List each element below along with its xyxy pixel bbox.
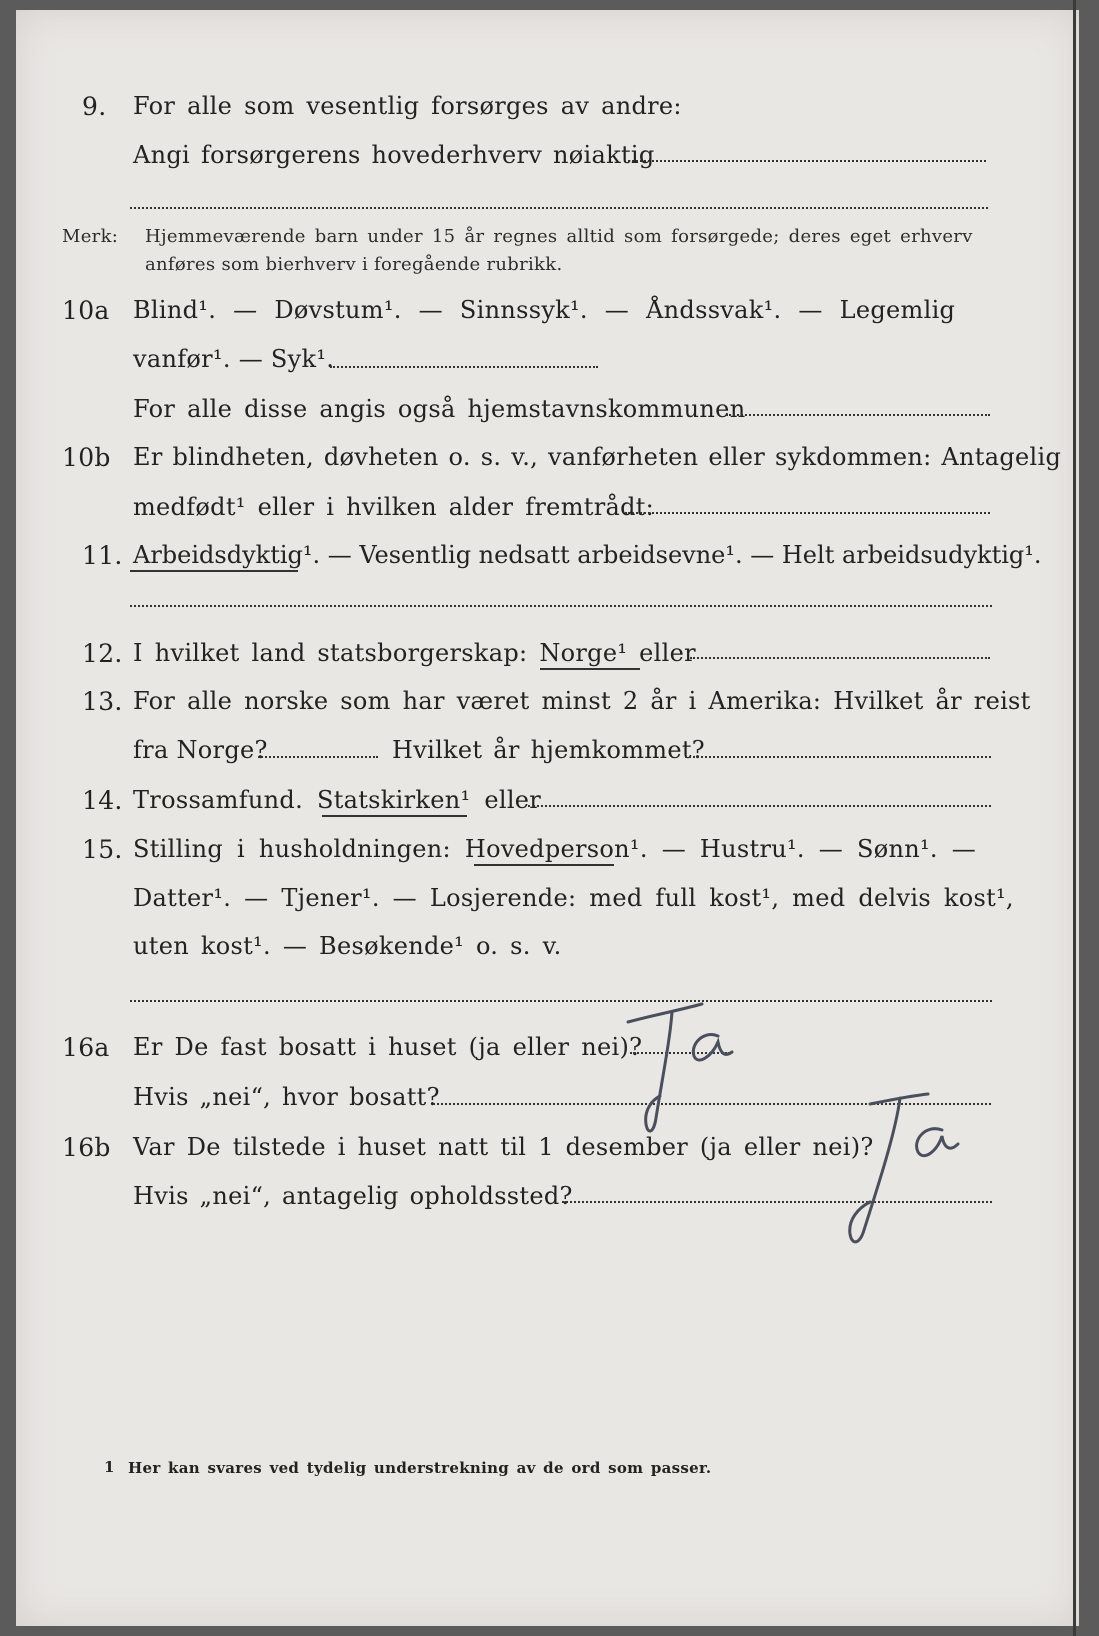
q10a-kommune-line (726, 414, 990, 416)
q10a-line3: For alle disse angis også hjemstavnskommunen (133, 395, 746, 423)
q13-reist-line (258, 756, 378, 758)
q14-answer-line (528, 805, 991, 807)
q16a-line1: Er De fast bosatt i huset (ja eller nei)? (133, 1033, 643, 1061)
q13-number: 13. (82, 687, 123, 716)
q9-answer-line (628, 160, 986, 162)
q14-line1: Trossamfund. Statskirken¹ eller (133, 786, 542, 814)
q15-line2: Datter¹. — Tjener¹. — Losjerende: med full kost¹, med delvis kost¹, (133, 884, 1014, 912)
q10a-syk-line (330, 366, 598, 368)
q15-number: 15. (82, 835, 123, 864)
q11-underline-arbeidsdyktig (130, 570, 298, 572)
q16a-number: 16a (62, 1033, 110, 1062)
q16a-handwritten-answer (620, 1000, 750, 1140)
q15-line3: uten kost¹. — Besøkende¹ o. s. v. (133, 932, 562, 960)
q10b-number: 10b (62, 443, 111, 472)
q15-underline-hovedperson (474, 864, 614, 866)
q12-number: 12. (82, 639, 123, 668)
q15-line1: Stilling i husholdningen: Hovedperson¹. — Hustru¹. — Sønn¹. — (133, 835, 977, 863)
q9-line1: For alle som vesentlig forsørges av andre: (133, 92, 682, 120)
q10b-line1: Er blindheten, døvheten o. s. v., vanførheten eller sykdommen: Antagelig (133, 443, 1062, 471)
q13-line2a: fra Norge? (133, 736, 268, 764)
q10b-answer-line (625, 512, 990, 514)
form-page (16, 10, 1079, 1626)
q11-line1: Arbeidsdyktig¹. — Vesentlig nedsatt arbeidsevne¹. — Helt arbeidsudyktig¹. (133, 541, 1042, 569)
footnote-text: Her kan svares ved tydelig understrekning av de ord som passer. (128, 1459, 712, 1477)
page-edge (1073, 0, 1076, 1636)
q12-line1: I hvilket land statsborgerskap: Norge¹ eller (133, 639, 696, 667)
q16b-line1: Var De tilstede i huset natt til 1 desember (ja eller nei)? (133, 1133, 874, 1161)
q10a-line2: vanfør¹. — Syk¹. (133, 345, 335, 373)
q13-line2b: Hvilket år hjemkommet? (392, 736, 705, 764)
q9-number: 9. (82, 92, 107, 121)
q10a-number: 10a (62, 296, 110, 325)
q9-answer-line-2 (130, 207, 988, 209)
q14-underline-statskirken (322, 815, 467, 817)
q12-underline-norge (540, 668, 640, 670)
q10a-line1: Blind¹. — Døvstum¹. — Sinnssyk¹. — Åndssvak¹. — Legemlig (133, 296, 956, 324)
q14-number: 14. (82, 786, 123, 815)
merk-line1: Hjemmeværende barn under 15 år regnes alltid som forsørgede; deres eget erhverv (145, 226, 973, 247)
q11-number: 11. (82, 541, 123, 570)
q12-answer-line (690, 657, 990, 659)
q16b-handwritten-answer (830, 1090, 970, 1250)
q10b-line2: medfødt¹ eller i hvilken alder fremtrådt: (133, 493, 655, 521)
q16b-number: 16b (62, 1133, 111, 1162)
q13-line1: For alle norske som har været minst 2 år i Amerika: Hvilket år reist (133, 687, 1031, 715)
merk-line2: anføres som bierhverv i foregående rubrikk. (145, 254, 563, 275)
footnote-mark: 1 (104, 1458, 115, 1476)
q9-line2: Angi forsørgerens hovederhverv nøiaktig (133, 141, 655, 169)
q15-answer-line (130, 1000, 992, 1002)
q11-answer-line (130, 605, 992, 607)
q16b-line2: Hvis „nei“, antagelig opholdssted? (133, 1182, 573, 1210)
q16a-line2: Hvis „nei“, hvor bosatt? (133, 1083, 440, 1111)
merk-label: Merk: (62, 226, 119, 247)
q13-hjemkommet-line (685, 756, 991, 758)
